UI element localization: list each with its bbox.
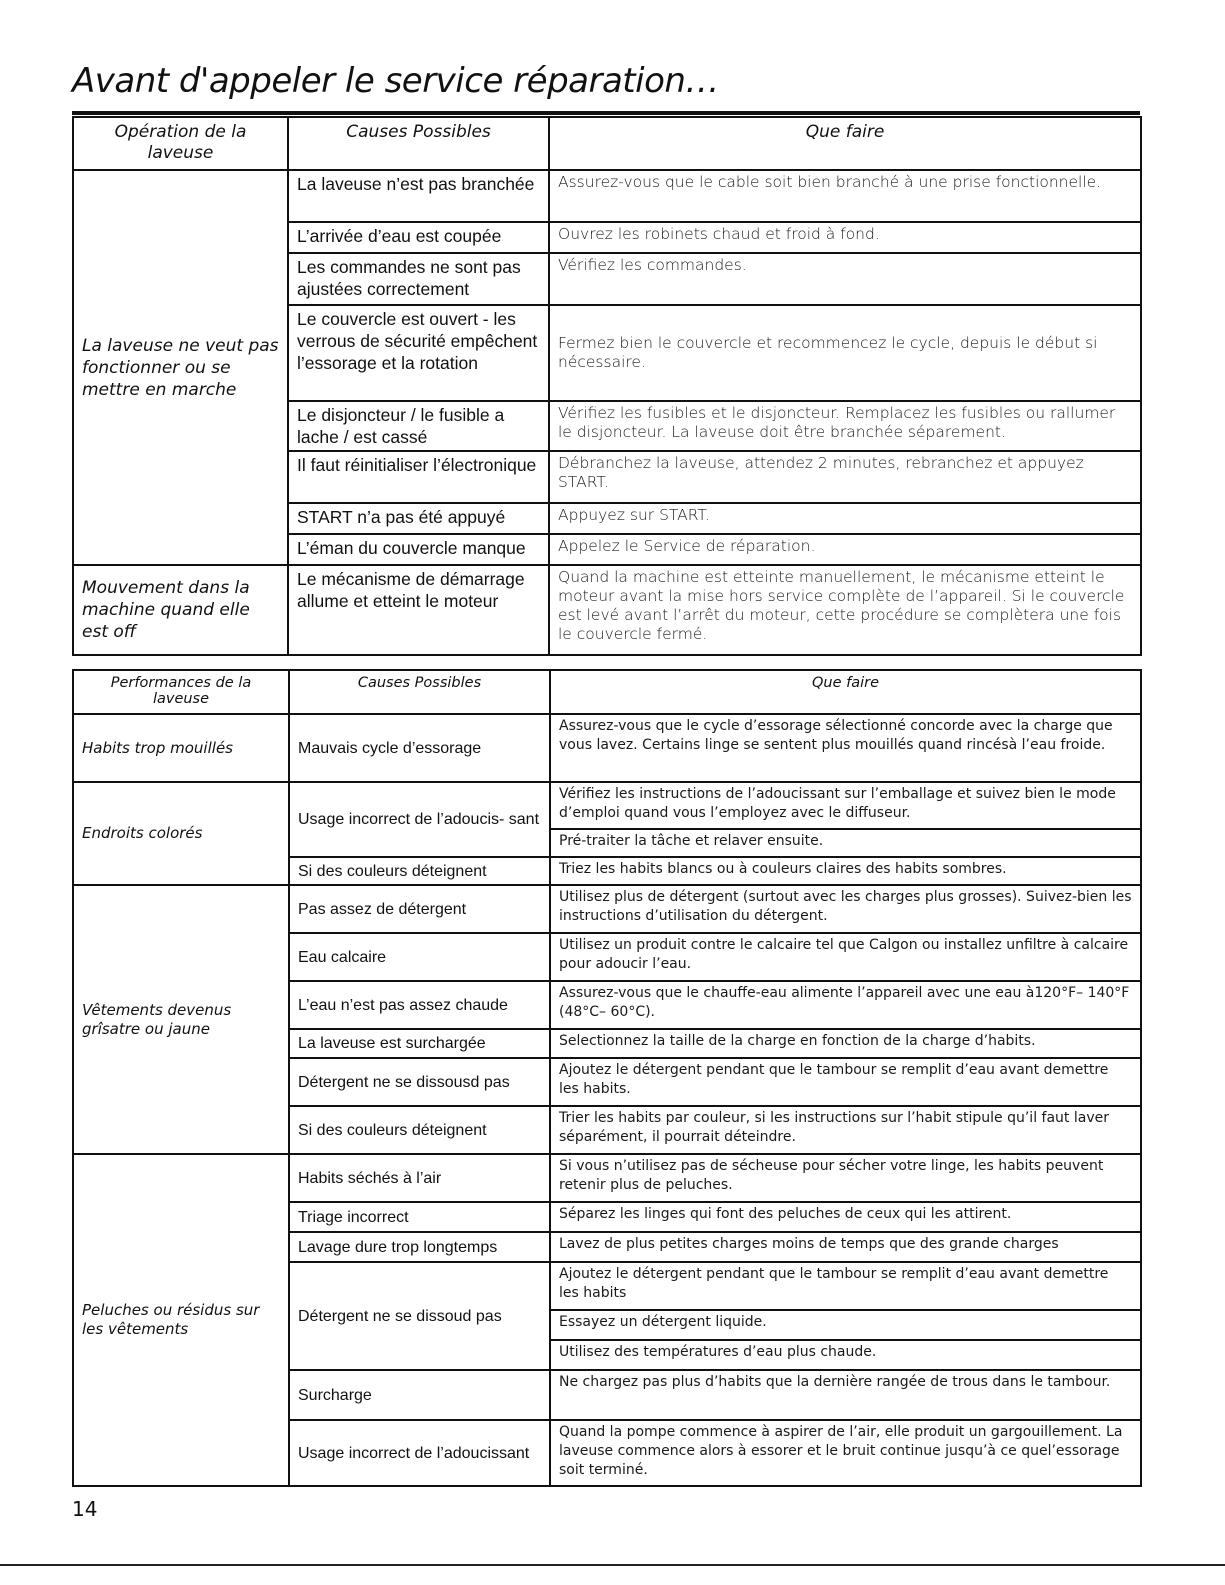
header-causes: Causes Possibles [289,670,550,714]
cause-cell: Usage incorrect de l’adoucis- sant [289,782,550,857]
fix-cell: Triez les habits blancs ou à couleurs claires des habits sombres. [550,857,1141,885]
fix-cell: Assurez-vous que le cable soit bien branché à une prise fonctionnelle. [549,170,1141,222]
fix-cell: Vérifiez les commandes. [549,253,1141,305]
fix-cell: Appelez le Service de réparation. [549,534,1141,565]
problem-cell: Habits trop mouillés [73,714,289,782]
page-number: 14 [72,1497,98,1521]
cause-cell: L’eau n’est pas assez chaude [289,981,550,1029]
performance-troubleshooting-table [72,669,1142,1487]
table-row [73,714,1141,782]
cause-cell: Lavage dure trop longtemps [289,1232,550,1262]
table-row [73,1154,1141,1202]
operation-troubleshooting-table [72,116,1142,656]
cause-cell: Pas assez de détergent [289,885,550,933]
header-what-to-do: Que faire [550,670,1141,714]
fix-cell: Utilisez plus de détergent (surtout avec les charges plus grosses). Suivez-bien les instructions d’utilisation du détergent. [550,885,1141,933]
cause-cell: Détergent ne se dissoud pas [289,1262,550,1370]
cause-cell: L’éman du couvercle manque [288,534,549,565]
header-operation: Opération de la laveuse [73,117,288,170]
cause-cell: Triage incorrect [289,1202,550,1232]
page-title: Avant d'appeler le service réparation… [72,61,719,101]
fix-cell: Ajoutez le détergent pendant que le tambour se remplit d’eau avant demettre les habits. [550,1058,1141,1106]
cause-cell: Le disjoncteur / le fusible a lache / est cassé [288,401,549,451]
problem-cell: Endroits colorés [73,782,289,885]
fix-cell: Vérifiez les instructions de l’adoucissant sur l’emballage et suivez bien le mode d’emploi quand vous l’employez avec le diffuseur. [550,782,1141,829]
cause-cell: Il faut réinitialiser l’électronique [288,451,549,503]
fix-cell: Pré-traiter la tâche et relaver ensuite. [550,829,1141,857]
problem-cell: La laveuse ne veut pas fonctionner ou se mettre en marche [73,170,288,565]
fix-cell: Vérifiez les fusibles et le disjoncteur. Remplacez les fusibles ou rallumer le disjoncteur. La laveuse doit être branchée séparement. [549,401,1141,451]
fix-cell: Quand la machine est etteinte manuellement, le mécanisme etteint le moteur avant la mise hors service complète de l’appareil. Si le couvercle est levé avant l’arrêt du moteur, cette procédure se complètera une fois le couvercle fermé. [549,565,1141,655]
cause-cell: Détergent ne se dissousd pas [289,1058,550,1106]
fix-cell: Trier les habits par couleur, si les instructions sur l’habit stipule qu’il faut laver séparément, il pourrait déteindre. [550,1106,1141,1154]
problem-cell: Mouvement dans la machine quand elle est off [73,565,288,655]
table-header-row [73,117,1141,170]
cause-cell: START n’a pas été appuyé [288,503,549,534]
fix-cell: Quand la pompe commence à aspirer de l’air, elle produit un gargouillement. La laveuse commence alors à essorer et le bruit continue jusqu’à ce quel’essorage soit terminé. [550,1420,1141,1486]
fix-cell: Si vous n’utilisez pas de sécheuse pour sécher votre linge, les habits peuvent retenir plus de peluches. [550,1154,1141,1202]
fix-cell: Fermez bien le couvercle et recommencez le cycle, depuis le début si nécessaire. [549,305,1141,401]
cause-cell: Mauvais cycle d’essorage [289,714,550,782]
fix-cell: Ouvrez les robinets chaud et froid à fond. [549,222,1141,253]
table-row [73,565,1141,655]
fix-cell: Lavez de plus petites charges moins de temps que des grande charges [550,1232,1141,1262]
header-causes: Causes Possibles [288,117,549,170]
fix-cell: Appuyez sur START. [549,503,1141,534]
cause-cell: Si des couleurs déteignent [289,857,550,885]
cause-cell: La laveuse n’est pas branchée [288,170,549,222]
cause-cell: Le mécanisme de démarrage allume et etteint le moteur [288,565,549,655]
cause-cell: Surcharge [289,1370,550,1420]
cause-cell: La laveuse est surchargée [289,1029,550,1058]
problem-cell: Vêtements devenus grîsatre ou jaune [73,885,289,1154]
cause-cell: Les commandes ne sont pas ajustées correctement [288,253,549,305]
table-row [73,782,1141,829]
table-row [73,170,1141,222]
table-row [73,885,1141,933]
title-rule [72,111,1140,115]
cause-cell: L’arrivée d’eau est coupée [288,222,549,253]
fix-cell: Selectionnez la taille de la charge en fonction de la charge d’habits. [550,1029,1141,1058]
fix-cell: Ajoutez le détergent pendant que le tambour se remplit d’eau avant demettre les habits [550,1262,1141,1310]
cause-cell: Habits séchés à l’air [289,1154,550,1202]
fix-cell: Essayez un détergent liquide. [550,1310,1141,1340]
cause-cell: Usage incorrect de l’adoucissant [289,1420,550,1486]
fix-cell: Assurez-vous que le cycle d’essorage sélectionné concorde avec la charge que vous lavez. Certains linge se sentent plus mouillés quand rincésà l’eau froide. [550,714,1141,782]
fix-cell: Assurez-vous que le chauffe-eau alimente l’appareil avec une eau à120°F– 140°F (48°C– 60°C). [550,981,1141,1029]
problem-cell: Peluches ou résidus sur les vêtements [73,1154,289,1486]
table-header-row [73,670,1141,714]
cause-cell: Si des couleurs déteignent [289,1106,550,1154]
header-performance: Performances de la laveuse [73,670,289,714]
fix-cell: Utilisez des températures d’eau plus chaude. [550,1340,1141,1370]
bottom-rule [0,1564,1225,1566]
header-what-to-do: Que faire [549,117,1141,170]
cause-cell: Le couvercle est ouvert - les verrous de sécurité empêchent l’essorage et la rotation [288,305,549,401]
fix-cell: Ne chargez pas plus d’habits que la dernière rangée de trous dans le tambour. [550,1370,1141,1420]
cause-cell: Eau calcaire [289,933,550,981]
fix-cell: Débranchez la laveuse, attendez 2 minutes, rebranchez et appuyez START. [549,451,1141,503]
fix-cell: Utilisez un produit contre le calcaire tel que Calgon ou installez unfiltre à calcaire pour adoucir l’eau. [550,933,1141,981]
fix-cell: Séparez les linges qui font des peluches de ceux qui les attirent. [550,1202,1141,1232]
